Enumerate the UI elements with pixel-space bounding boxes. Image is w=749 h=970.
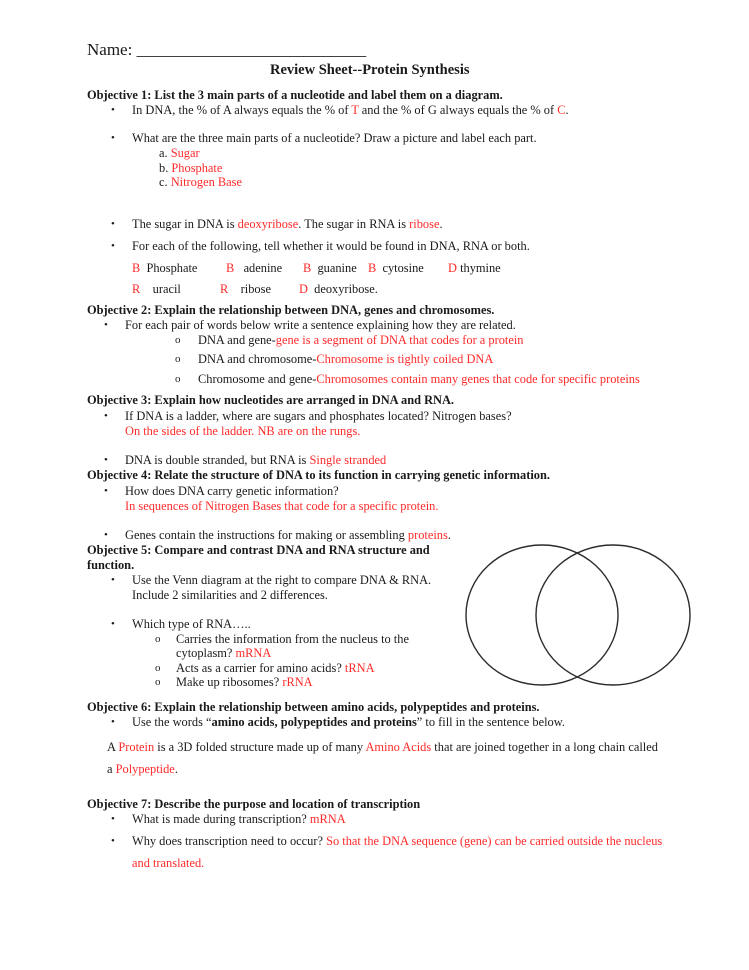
item-guanine: B guanine	[303, 261, 357, 275]
bullet-icon: •	[104, 410, 108, 422]
rna-question-3: Make up ribosomes? rRNA	[176, 675, 313, 689]
sub-bullet-icon: o	[155, 633, 161, 645]
objective-1-heading: Objective 1: List the 3 main parts of a nucleotide and label them on a diagram.	[87, 88, 503, 102]
obj6-sentence-line1: A Protein is a 3D folded structure made up of many Amino Acids that are joined together in a long chain called	[107, 740, 658, 754]
venn-circle-left[interactable]	[466, 545, 618, 685]
item-adenine: B adenine	[226, 261, 283, 275]
objective-2-heading: Objective 2: Explain the relationship between DNA, genes and chromosomes.	[87, 303, 495, 317]
bullet-icon: •	[104, 529, 108, 541]
obj1-question-2: What are the three main parts of a nucleotide? Draw a picture and label each part.	[132, 131, 537, 145]
objective-3-heading: Objective 3: Explain how nucleotides are arranged in DNA and RNA.	[87, 393, 455, 407]
bullet-icon: •	[104, 454, 108, 466]
part-b: b. Phosphate	[159, 161, 223, 175]
objective-4-heading: Objective 4: Relate the structure of DNA to its function in carrying genetic information.	[87, 468, 550, 482]
answer: T	[351, 103, 359, 117]
objective-7-heading: Objective 7: Describe the purpose and location of transcription	[87, 797, 421, 811]
sub-bullet-icon: o	[155, 662, 161, 674]
item-uracil: R uracil	[132, 282, 181, 296]
objective-5-heading-line2: function.	[87, 558, 135, 572]
objective-6-heading: Objective 6: Explain the relationship between amino acids, polypeptides and proteins.	[87, 700, 540, 714]
bullet-icon: •	[111, 240, 115, 252]
sub-bullet-icon: o	[155, 676, 161, 688]
sub-bullet-icon: o	[175, 334, 181, 346]
bullet-icon: •	[111, 835, 115, 847]
bullet-icon: •	[111, 618, 115, 630]
obj7-question-1: What is made during transcription? mRNA	[132, 812, 346, 826]
obj1-question-4: For each of the following, tell whether it would be found in DNA, RNA or both.	[132, 239, 530, 253]
obj7-question-2: Why does transcription need to occur? So that the DNA sequence (gene) can be carried outside the nucleus	[132, 834, 663, 848]
obj3-question-2: DNA is double stranded, but RNA is Single stranded	[125, 453, 387, 467]
obj6-prompt: Use the words “amino acids, polypeptides and proteins” to fill in the sentence below.	[132, 715, 565, 729]
name-field	[87, 42, 366, 57]
obj7-answer-2-line2: and translated.	[132, 856, 205, 870]
item-thymine: D thymine	[448, 261, 501, 275]
pair-dna-gene: DNA and gene-gene is a segment of DNA that codes for a protein	[198, 333, 524, 347]
obj2-prompt: For each pair of words below write a sentence explaining how they are related.	[125, 318, 516, 332]
objective-5-heading-line1: Objective 5: Compare and contrast DNA and RNA structure and	[87, 543, 430, 557]
obj4-question-1: How does DNA carry genetic information?	[125, 484, 339, 498]
name-blank-line[interactable]: ___________________________	[136, 40, 367, 59]
obj6-sentence-line2: a Polypeptide.	[107, 762, 178, 776]
venn-instruction-1: Use the Venn diagram at the right to compare DNA & RNA.	[132, 573, 432, 587]
item-cytosine: B cytosine	[368, 261, 424, 275]
obj3-answer-1: On the sides of the ladder. NB are on the rungs.	[125, 424, 361, 438]
bullet-icon: •	[111, 104, 115, 116]
rna-question-1-line1: Carries the information from the nucleus to the	[176, 632, 409, 646]
item-phosphate: B Phosphate	[132, 261, 198, 275]
item-ribose: R ribose	[220, 282, 271, 296]
venn-diagram[interactable]	[462, 540, 694, 690]
bullet-icon: •	[111, 813, 115, 825]
bullet-icon: •	[111, 218, 115, 230]
sub-bullet-icon: o	[175, 353, 181, 365]
page-title: Review Sheet--Protein Synthesis	[270, 62, 470, 78]
part-a: a. Sugar	[159, 146, 200, 160]
name-label: Name:	[87, 40, 133, 59]
pair-dna-chromosome: DNA and chromosome-Chromosome is tightly coiled DNA	[198, 352, 494, 366]
obj4-answer-1: In sequences of Nitrogen Bases that code for a specific protein.	[125, 499, 439, 513]
item-deoxyribose: D deoxyribose.	[299, 282, 378, 296]
pair-chromosome-gene: Chromosome and gene-Chromosomes contain many genes that code for specific proteins	[198, 372, 640, 386]
obj1-question-1: In DNA, the % of A always equals the % of T and the % of G always equals the % of C.	[132, 103, 569, 117]
bullet-icon: •	[104, 485, 108, 497]
rna-question-1-line2: cytoplasm? mRNA	[176, 646, 272, 660]
obj1-question-3: The sugar in DNA is deoxyribose. The sugar in RNA is ribose.	[132, 217, 443, 231]
bullet-icon: •	[111, 132, 115, 144]
obj4-question-2: Genes contain the instructions for making or assembling proteins.	[125, 528, 451, 542]
bullet-icon: •	[104, 319, 108, 331]
rna-question-2: Acts as a carrier for amino acids? tRNA	[176, 661, 375, 675]
bullet-icon: •	[111, 574, 115, 586]
rna-prompt: Which type of RNA…..	[132, 617, 251, 631]
part-c: c. Nitrogen Base	[159, 175, 242, 189]
obj3-question-1: If DNA is a ladder, where are sugars and phosphates located? Nitrogen bases?	[125, 409, 512, 423]
venn-circle-right[interactable]	[536, 545, 690, 685]
sub-bullet-icon: o	[175, 373, 181, 385]
venn-instruction-2: Include 2 similarities and 2 differences.	[132, 588, 328, 602]
bullet-icon: •	[111, 716, 115, 728]
answer: C	[557, 103, 566, 117]
